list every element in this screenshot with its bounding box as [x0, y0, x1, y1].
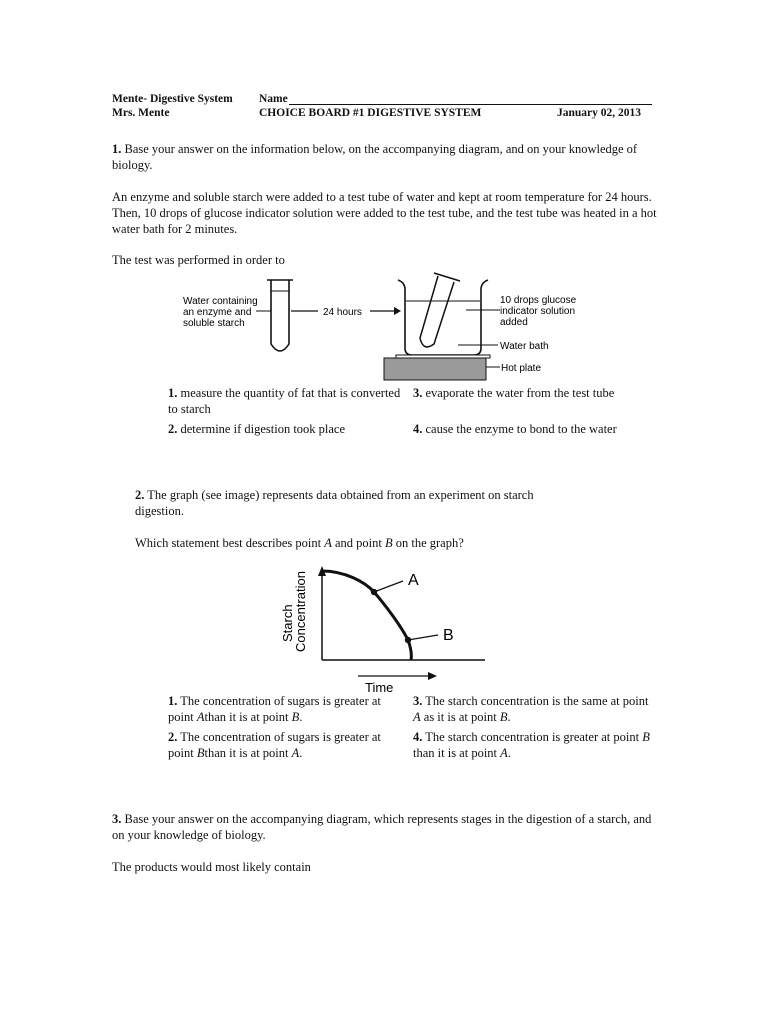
q2-option-2[interactable]	[168, 729, 408, 761]
course-label: Mente- Digestive System	[112, 93, 233, 105]
q2-graph	[270, 560, 495, 695]
q2-option-2-text-3: .	[299, 746, 303, 760]
tube-label-3: soluble starch	[183, 318, 245, 329]
q2-option-3-number: 3.	[413, 694, 423, 708]
q1-option-1-number: 1.	[168, 386, 178, 400]
tilted-tube-icon	[420, 273, 460, 347]
q3-prompt: The products would most likely contain	[112, 860, 311, 874]
q2-option-2-text-1: The concentration of sugars is greater at point	[168, 730, 381, 760]
q2-prompt-post: on the graph?	[392, 536, 464, 550]
point-a-label: A	[408, 572, 419, 589]
q1-option-4-text: cause the enzyme to bond to the water	[425, 422, 617, 436]
worksheet-date: January 02, 2013	[557, 107, 642, 119]
q2-option-1-text-2: than it is at point	[204, 710, 292, 724]
q2-prompt-pre: Which statement best describes point	[135, 536, 325, 550]
q2-option-4-var-2: A	[500, 746, 508, 760]
q2-option-4-text-3: .	[507, 746, 511, 760]
q2-option-1-var-2: B	[291, 710, 300, 724]
q2-option-2-text-2: than it is at point	[204, 746, 292, 760]
hot-plate-label: Hot plate	[501, 363, 542, 374]
q2-option-2-var-2: A	[291, 746, 300, 760]
q2-option-1[interactable]	[168, 693, 408, 725]
name-label: Name	[259, 93, 288, 105]
q2-option-3[interactable]	[413, 693, 653, 725]
graph-x-arrow	[428, 672, 437, 680]
q2-option-1-number: 1.	[168, 694, 178, 708]
q2-option-4-number: 4.	[413, 730, 423, 744]
q2-option-3-text-2: as it is at point	[420, 710, 500, 724]
q2-prompt	[135, 535, 464, 551]
q3-intro-text: Base your answer on the accompanying diagram, which represents stages in the digestion of a starch, and on your knowledge of biology.	[112, 812, 652, 842]
q1-option-1[interactable]	[168, 385, 408, 417]
q1-option-2[interactable]	[168, 421, 408, 437]
q1-option-4-number: 4.	[413, 422, 423, 436]
q1-intro-text: Base your answer on the information below, on the accompanying diagram, and on your knowledge of biology.	[112, 142, 638, 172]
q2-prompt-b: B	[384, 536, 393, 550]
q1-option-1-text: measure the quantity of fat that is converted to starch	[168, 386, 401, 416]
point-a-leader	[374, 581, 403, 592]
water-bath-label: Water bath	[500, 341, 549, 352]
tube-label-2: an enzyme and	[183, 307, 252, 318]
drops-label-3: added	[500, 317, 528, 328]
tube-label-1: Water containing	[183, 296, 258, 307]
q1-option-2-number: 2.	[168, 422, 178, 436]
hot-plate-icon	[384, 358, 486, 380]
q1-option-2-text: determine if digestion took place	[180, 422, 346, 436]
q2-intro	[135, 487, 585, 519]
q1-option-4[interactable]	[413, 421, 663, 437]
q2-option-2-number: 2.	[168, 730, 178, 744]
q1-passage: An enzyme and soluble starch were added to a test tube of water and kept at room temperature for 24 hours. Then, 10 drops of glucose indicator solution were added to the test tube, and the test tube was heated in a hot water bath for 2 minutes.	[112, 190, 657, 236]
q1-option-3-number: 3.	[413, 386, 423, 400]
q1-diagram	[170, 272, 610, 384]
q1-option-3[interactable]	[413, 385, 663, 401]
time-arrow-head	[394, 307, 401, 315]
q2-prompt-a: A	[324, 536, 332, 550]
q2-option-4[interactable]	[413, 729, 653, 761]
q2-option-1-text-3: .	[299, 710, 303, 724]
q2-option-2-var-1: B	[196, 746, 205, 760]
q2-intro-text: The graph (see image) represents data obtained from an experiment on starch digestion.	[135, 488, 534, 518]
graph-xlabel: Time	[365, 680, 394, 695]
q2-option-3-text-3: .	[507, 710, 511, 724]
q2-option-3-var-2: B	[499, 710, 508, 724]
q2-option-4-text-2: than it is at point	[413, 746, 501, 760]
test-tube-icon	[267, 280, 293, 351]
q2-option-3-text-1: The starch concentration is the same at point	[425, 694, 649, 708]
q2-prompt-mid: and point	[331, 536, 385, 550]
q1-prompt: The test was performed in order to	[112, 253, 285, 267]
point-b-label: B	[443, 627, 454, 644]
q1-number: 1.	[112, 142, 122, 156]
q2-option-1-text-1: The concentration of sugars is greater at point	[168, 694, 381, 724]
point-b-leader	[408, 635, 438, 640]
worksheet-title: CHOICE BOARD #1 DIGESTIVE SYSTEM	[259, 107, 482, 119]
q2-number: 2.	[135, 488, 145, 502]
drops-label-2: indicator solution	[500, 306, 576, 317]
q1-option-3-text: evaporate the water from the test tube	[425, 386, 615, 400]
q2-option-3-var-1: A	[413, 710, 421, 724]
q2-option-4-var-1: B	[642, 730, 650, 744]
q3-number: 3.	[112, 812, 122, 826]
q2-option-1-var-1: A	[196, 710, 205, 724]
graph-ylabel-1: Starch	[280, 604, 295, 642]
starch-curve	[322, 571, 411, 660]
teacher-label: Mrs. Mente	[112, 107, 170, 119]
q2-option-4-text-1: The starch concentration is greater at point	[425, 730, 643, 744]
q3-intro	[112, 811, 658, 843]
drops-label-1: 10 drops glucose	[500, 295, 577, 306]
graph-ylabel-2: Concentration	[293, 571, 308, 652]
name-line	[289, 104, 652, 105]
arrow-label: 24 hours	[323, 307, 362, 318]
q1-intro	[112, 141, 652, 173]
